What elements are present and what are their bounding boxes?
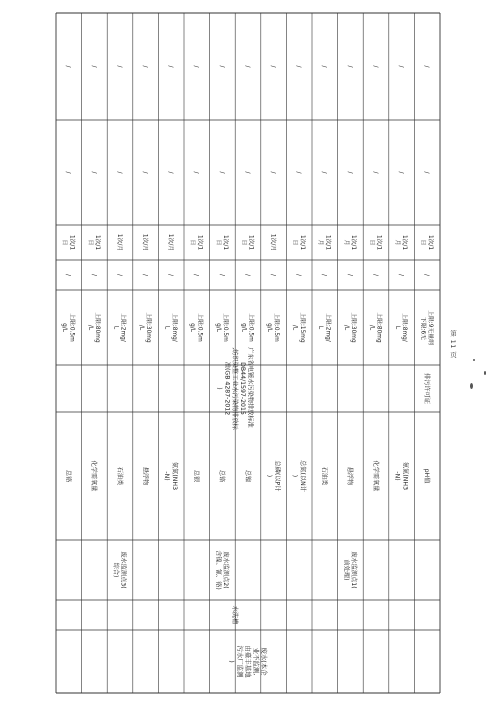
frequency-cell [240,235,255,250]
svg-text:1次/1日: 1次/1日 [61,234,75,251]
svg-text:1次/1日: 1次/1日 [291,234,305,251]
empty-cell [167,274,174,277]
monitoring-point-2 [214,550,230,590]
pollutant-cell [90,461,98,492]
empty-cell [90,171,97,174]
svg-text:/: / [295,273,303,277]
svg-text:/: / [243,171,251,174]
svg-text:/: / [141,65,149,68]
svg-text:/: / [397,65,405,68]
svg-text:废水监测点3(综合): 废水监测点3(综合) [111,551,127,589]
empty-cell [270,65,277,68]
pollutant-cell [266,461,282,492]
empty-cell [244,171,251,174]
svg-text:pH值: pH值 [423,468,431,484]
svg-text:废水监测点2(含镍、氰、铬): 废水监测点2(含镍、氰、铬) [214,550,230,590]
empty-cell [244,65,251,68]
limit-cell [368,312,383,343]
svg-text:上限:8mg/L: 上限:8mg/L [393,313,408,342]
svg-text:总铬: 总铬 [218,469,226,483]
empty-cell [116,171,123,174]
svg-text:/: / [115,65,123,68]
svg-text:/: / [320,171,328,174]
empty-cell [346,274,353,277]
svg-text:/: / [115,171,123,174]
empty-cell [372,171,379,174]
svg-text:/: / [218,273,226,277]
svg-text:/: / [423,273,431,277]
svg-text:/: / [64,171,72,174]
pollutant-cell [372,461,380,492]
svg-text:/: / [295,65,303,68]
scan-speck [470,383,473,389]
limit-cell [138,312,153,343]
svg-text:/: / [167,65,175,68]
frequency-cell [343,235,358,250]
svg-text:/: / [397,273,405,277]
frequency-cell [167,234,175,251]
empty-cell [346,171,353,174]
svg-text:/: / [346,171,354,174]
empty-cell [423,65,430,68]
limit-cell [112,313,127,342]
empty-cell [372,65,379,68]
svg-text:上限:15mg/L: 上限:15mg/L [291,312,305,343]
svg-text:总磷(以P计): 总磷(以P计) [265,460,281,492]
svg-text:上限:0.5mg/L: 上限:0.5mg/L [265,313,280,342]
frequency-cell [368,235,383,250]
svg-text:上限:0.5mg/L: 上限:0.5mg/L [189,313,203,342]
svg-text:/: / [423,171,431,174]
frequency-cell [116,234,124,251]
limit-cell [317,313,332,342]
svg-text:上限:30mg/L: 上限:30mg/L [137,312,152,343]
empty-cell [193,65,200,68]
pollutant-cell [346,467,354,486]
svg-text:/: / [269,273,277,277]
svg-text:1次/1日: 1次/1日 [189,234,203,251]
svg-text:上限:2mg/L: 上限:2mg/L [112,313,126,342]
empty-cell [372,274,379,277]
pollutant-cell [65,470,73,483]
svg-text:/: / [371,65,379,68]
svg-text:/: / [141,273,149,277]
empty-cell [65,171,72,174]
monitoring-point-3 [112,551,128,588]
permit-label [423,373,431,404]
svg-text:1次/月: 1次/月 [115,233,122,252]
svg-text:/: / [167,273,175,277]
svg-text:悬浮物: 悬浮物 [141,466,149,486]
scan-speck [484,371,486,375]
empty-cell [321,274,328,277]
svg-text:/: / [115,273,123,277]
frequency-cell [189,235,204,250]
empty-cell [346,65,353,68]
empty-cell [295,274,302,277]
svg-text:总铬: 总铬 [64,469,72,483]
frequency-cell [292,235,307,250]
limit-cell [215,313,230,342]
svg-text:/: / [141,171,149,174]
empty-cell [321,171,328,174]
scan-speck [473,359,475,361]
svg-text:/: / [243,65,251,68]
svg-text:/: / [64,273,72,277]
svg-text:上限:0.5mg/L: 上限:0.5mg/L [61,313,75,342]
svg-text:1次/1日: 1次/1日 [86,234,100,251]
limit-cell [61,313,76,342]
svg-text:/: / [346,273,354,277]
svg-text:1次/1月: 1次/1月 [393,234,408,251]
frequency-cell [270,234,278,251]
frequency-cell [215,235,230,250]
empty-cell [398,274,405,277]
frequency-cell [317,235,332,250]
empty-cell [193,274,200,277]
svg-text:/: / [64,65,72,68]
svg-text:上限:0.5mg/L: 上限:0.5mg/L [240,313,254,342]
svg-text:/: / [346,65,354,68]
svg-text:/: / [397,171,405,174]
pollutant-cell [218,470,226,483]
svg-text:上限:80mg/L: 上限:80mg/L [368,312,382,343]
empty-cell [398,171,405,174]
process-cell [231,606,239,625]
svg-text:氨氮(NH3-N): 氨氮(NH3-N) [163,461,178,491]
empty-cell [270,171,277,174]
pollutant-cell [193,470,201,482]
monitoring-point-1 [342,551,358,588]
pollutant-cell [163,462,179,490]
limit-cell [343,312,358,343]
empty-cell [167,65,174,68]
svg-text:1次/月: 1次/月 [167,233,174,252]
pollutant-cell [116,467,124,486]
svg-text:石油类: 石油类 [320,466,328,486]
empty-cell [116,65,123,68]
limit-cell [394,313,409,342]
frequency-cell [87,235,102,250]
page-number: 第 11 页 [449,330,457,359]
svg-text:悬浮物: 悬浮物 [346,466,354,486]
svg-text:/: / [371,273,379,277]
empty-cell [142,65,149,68]
svg-text:1次/1月: 1次/1月 [317,234,331,251]
svg-text:/: / [320,273,328,277]
empty-cell [142,171,149,174]
svg-text:氨氮(NH3-N): 氨氮(NH3-N) [393,461,409,491]
svg-text:1次/1日: 1次/1日 [240,234,254,251]
svg-text:上限:30mg/L: 上限:30mg/L [342,312,356,343]
svg-text:1次/1日: 1次/1日 [419,234,433,251]
empty-cell [244,274,251,277]
empty-cell [218,274,225,277]
empty-cell [65,65,72,68]
svg-text:上限:8mg/L: 上限:8mg/L [163,313,177,342]
svg-text:/: / [90,171,98,174]
limit-cell [87,312,102,343]
frequency-cell [394,235,409,250]
empty-cell [218,65,225,68]
limit-cell [292,312,307,343]
svg-text:/: / [167,171,175,174]
svg-text:排污许可证: 排污许可证 [423,373,431,404]
empty-cell [142,274,149,277]
empty-cell [295,65,302,68]
svg-text:/: / [243,273,251,277]
svg-text:/: / [371,171,379,174]
frequency-cell [61,235,76,250]
svg-text:广东省电镀水污染物排放标准 DB44/1597-2015,纺: 广东省电镀水污染物排放标准 DB44/1597-2015,纺织染整工业水污染物排放标准(GB 4287-2012) [215,347,254,430]
empty-cell [193,171,200,174]
empty-cell [295,171,302,174]
pollutant-cell [394,462,410,490]
empty-cell [423,171,430,174]
svg-text:总银: 总银 [192,469,200,483]
svg-text:总镍: 总镍 [243,469,251,483]
svg-text:废水监测点1(前处理): 废水监测点1(前处理) [342,551,358,589]
discharge-standard-cell [216,347,255,430]
wastewater-category-cell [228,646,269,679]
empty-cell [321,65,328,68]
svg-text:/: / [90,273,98,277]
svg-text:1次/月: 1次/月 [269,233,276,252]
svg-text:/: / [295,171,303,174]
limit-cell [266,313,281,342]
pollutant-cell [321,467,329,486]
svg-text:/: / [269,65,277,68]
svg-text:/: / [218,65,226,68]
empty-cell [398,65,405,68]
svg-text:/: / [90,65,98,68]
empty-cell [65,274,72,277]
svg-text:上限:2mg/L: 上限:2mg/L [317,313,331,342]
svg-text:/: / [269,171,277,174]
limit-cell [189,313,204,342]
frequency-cell [142,234,150,251]
svg-text:石油类: 石油类 [115,466,123,486]
svg-text:/: / [218,171,226,174]
svg-text:上限:80mg/L: 上限:80mg/L [86,312,100,343]
limit-cell [164,313,179,342]
svg-text:上限:0.5mg/L: 上限:0.5mg/L [214,313,228,342]
pollutant-cell [423,469,431,485]
empty-cell [90,65,97,68]
svg-text:/: / [423,65,431,68]
empty-cell [218,171,225,174]
svg-text:化学需氧量: 化学需氧量 [371,460,379,492]
svg-text:/: / [192,65,200,68]
pollutant-cell [291,460,307,492]
empty-cell [423,274,430,277]
svg-text:废水(本企业不监测,由臺丰基地污水厂监测): 废水(本企业不监测,由臺丰基地污水厂监测) [227,645,268,678]
svg-text:化学需氧量: 化学需氧量 [90,460,98,492]
empty-cell [116,274,123,277]
svg-text:总氮(以N计): 总氮(以N计) [291,460,306,492]
svg-text:1次/月: 1次/月 [141,233,148,252]
empty-cell [90,274,97,277]
limit-cell [240,313,255,342]
svg-text:/: / [320,65,328,68]
svg-text:/: / [192,171,200,174]
pollutant-cell [244,470,252,483]
pollutant-cell [141,467,149,486]
empty-cell [270,274,277,277]
svg-text:上限:9无量纲 下限:6无: 上限:9无量纲 下限:6无 [419,310,433,345]
empty-cell [167,171,174,174]
svg-text:1次/1日: 1次/1日 [368,234,382,251]
svg-text:1次/1日: 1次/1日 [214,234,228,251]
limit-cell [420,310,435,345]
svg-text:/: / [192,273,200,277]
svg-text:水洗槽: 水洗槽 [231,605,239,625]
frequency-cell [420,235,435,250]
svg-text:1次/1月: 1次/1月 [342,234,356,251]
